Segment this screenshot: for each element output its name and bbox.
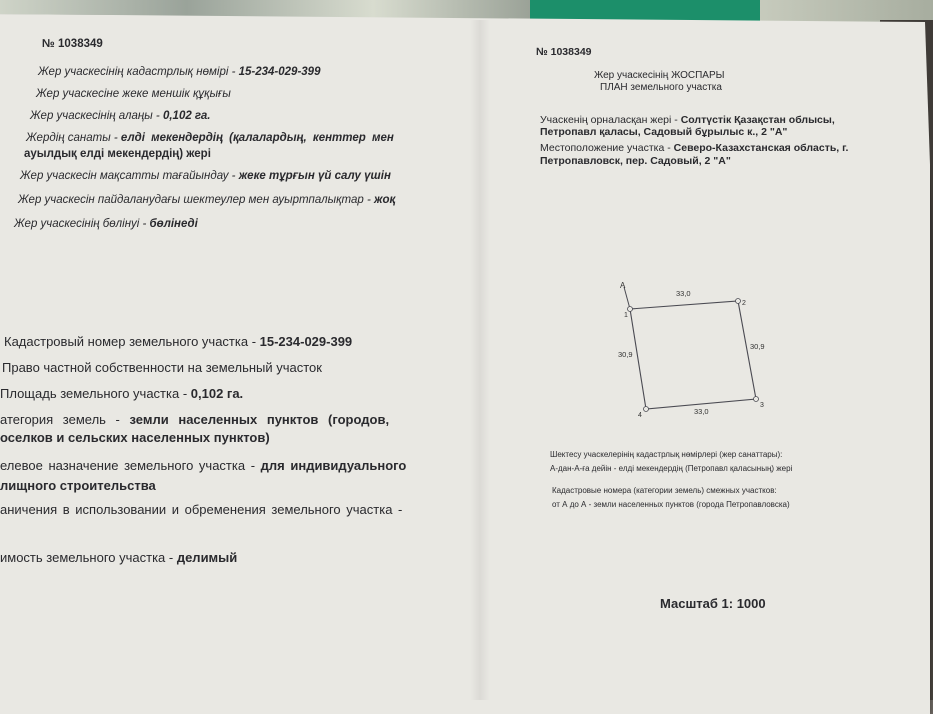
side-top-length: 33,0	[676, 289, 691, 298]
side-bottom-length: 33,0	[694, 407, 709, 416]
vertex-4-label: 4	[638, 412, 642, 419]
kz-ownership-line: Жер учаскесіне жеке меншік құқығы	[36, 88, 231, 100]
vertex-2-label: 2	[742, 300, 746, 307]
plot-boundary	[630, 301, 756, 409]
side-right-length: 30,9	[750, 342, 765, 351]
ru-cadastral-line: Кадастровый номер земельного участка - 15-234-029-399	[4, 334, 353, 349]
kz-cadastral-line: Жер учаскесінің кадастрлық нөмірі - 15-234-029-399	[38, 66, 321, 78]
side-left-length: 30,9	[618, 350, 633, 359]
ru-divisibility-line: имость земельного участка - делимый	[0, 550, 238, 565]
point-a-label: A	[620, 281, 626, 290]
ru-ownership-line: Право частной собственности на земельный участок	[2, 360, 322, 375]
location-ru-line-2: Петропавловск, пер. Садовый, 2 "А"	[540, 155, 731, 167]
point-a-leader	[624, 287, 630, 309]
ru-purpose-line-2: лищного строительства	[0, 478, 156, 493]
left-document-number: № 1038349	[42, 38, 103, 50]
vertex-1-label: 1	[624, 312, 628, 319]
ru-restrictions-line: аничения в использовании и обременения земельного участка -	[0, 502, 403, 517]
vertex-2	[736, 299, 741, 304]
location-kz-line: Учаскенің орналасқан жері - Солтүстік Қазақстан облысы,	[540, 114, 835, 126]
kz-area-line: Жер учаскесінің алаңы - 0,102 га.	[30, 110, 211, 122]
plan-scale: Масштаб 1: 1000	[660, 596, 766, 611]
ru-purpose-line: елевое назначение земельного участка - для индивидуального	[0, 458, 407, 473]
neighbors-ru-value: от А до А - земли населенных пунктов (города Петропавловска)	[552, 500, 790, 509]
kz-category-line: Жердің санаты - елді мекендердің (қалалардың, кенттер мен	[26, 132, 394, 144]
right-document-number: № 1038349	[536, 46, 592, 58]
location-kz-line-2: Петропавл қаласы, Садовый бұрылыс к., 2 "А"	[540, 126, 788, 138]
kz-purpose-line: Жер учаскесін мақсатты тағайындау - жеке тұрғын үй салу үшін	[20, 170, 391, 182]
neighbors-kz-title: Шектесу учаскелерінің кадастрлық нөмірлері (жер санаттары):	[550, 450, 783, 459]
vertex-1	[628, 307, 633, 312]
neighbors-kz-value: А-дан-А-ға дейін - елді мекендердің (Петропавл қаласының) жері	[550, 464, 793, 473]
vertex-3	[754, 397, 759, 402]
kz-restrictions-line: Жер учаскесін пайдаланудағы шектеулер мен ауыртпалықтар - жоқ	[18, 194, 396, 206]
kz-divisibility-line: Жер учаскесінің бөлінуі - бөлінеді	[14, 218, 198, 230]
vertex-3-label: 3	[760, 402, 764, 409]
location-ru-line: Местоположение участка - Северо-Казахстанская область, г.	[540, 142, 849, 154]
ru-category-line: атегория земель - земли населенных пунктов (городов,	[0, 412, 390, 427]
kz-category-line-2: ауылдық елді мекендердің) жері	[24, 148, 211, 160]
plan-title-kz: Жер учаскесінің ЖОСПАРЫ	[594, 70, 725, 81]
plan-title-ru: ПЛАН земельного участка	[600, 82, 722, 93]
ru-area-line: Площадь земельного участка - 0,102 га.	[0, 386, 244, 401]
ru-category-line-2: оселков и сельских населенных пунктов)	[0, 430, 270, 445]
neighbors-ru-title: Кадастровые номера (категории земель) смежных участков:	[552, 486, 777, 495]
vertex-4	[644, 407, 649, 412]
land-plot-plan	[600, 275, 790, 425]
page-fold	[470, 20, 490, 700]
